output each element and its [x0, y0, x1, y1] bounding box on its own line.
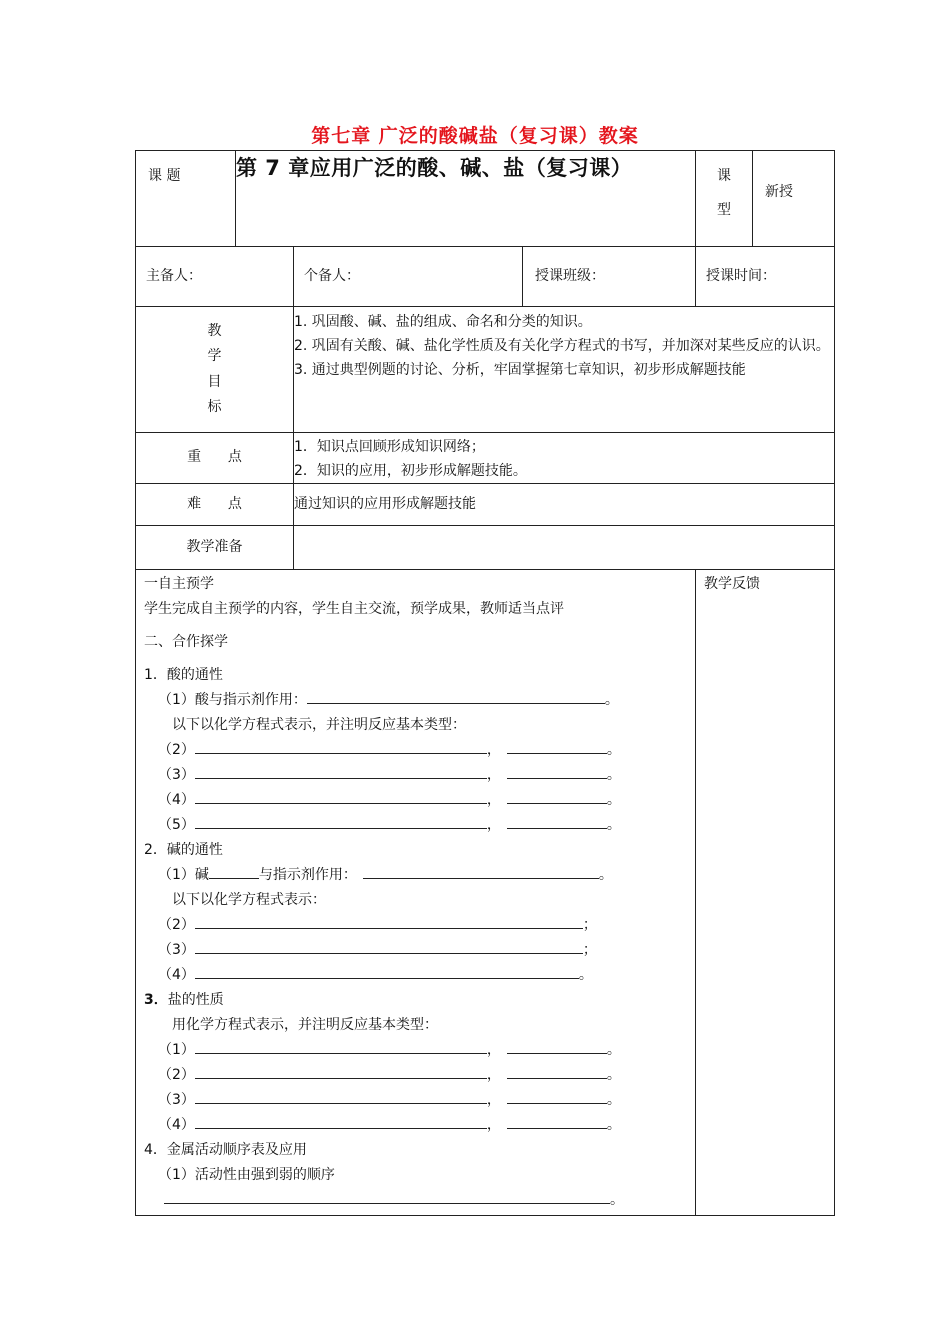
- item-num: （2）: [158, 742, 195, 758]
- goal-item: 2. 巩固有关酸、碱、盐化学性质及有关化学方程式的书写，并加深对某些反应的认识。: [294, 338, 830, 354]
- goals-label: [136, 307, 294, 433]
- goals-label-char: 学: [207, 348, 222, 365]
- punct: 。: [598, 867, 613, 883]
- staff-row: [136, 247, 835, 307]
- type-blank[interactable]: [507, 1063, 607, 1079]
- topic-value: 第 7 章应用广泛的酸、碱、盐（复习课）: [236, 151, 696, 247]
- key-points-label: 重 点: [136, 433, 294, 484]
- type-blank[interactable]: [507, 1088, 607, 1104]
- coop-title: 二、合作探学: [144, 634, 228, 650]
- self-study-title: 一自主预学: [144, 576, 214, 592]
- equation-blank[interactable]: [195, 913, 583, 929]
- salt-title: [144, 988, 687, 1013]
- equation-blank[interactable]: [195, 788, 487, 804]
- equation-blank[interactable]: [195, 1088, 487, 1104]
- punct: ，: [486, 1117, 501, 1133]
- punct: 。: [578, 967, 593, 983]
- punct: ，: [486, 817, 501, 833]
- acid-item: [144, 763, 687, 788]
- key-point-item: 2．知识的应用，初步形成解题技能。: [294, 463, 527, 479]
- base-item: [144, 938, 687, 963]
- base-instruction: 以下以化学方程式表示：: [172, 892, 326, 908]
- item-num: （4）: [158, 967, 195, 983]
- preparation-row: [136, 526, 835, 570]
- punct: 。: [606, 1117, 621, 1133]
- type-blank[interactable]: [507, 1038, 607, 1054]
- time-field: 授课时间：: [696, 247, 835, 307]
- difficulty-row: [136, 484, 835, 526]
- punct: 。: [606, 792, 621, 808]
- item-num: （4）: [158, 792, 195, 808]
- punct: ，: [486, 767, 501, 783]
- type-blank[interactable]: [507, 813, 607, 829]
- salt-title-text: 盐的性质: [167, 992, 224, 1008]
- punct: 。: [610, 1192, 624, 1208]
- type-label: [696, 151, 753, 247]
- punct: 。: [606, 1042, 621, 1058]
- type-value: 新授: [753, 151, 835, 247]
- key-points-row: [136, 433, 835, 484]
- topic-row: [136, 151, 835, 247]
- punct: 。: [606, 767, 621, 783]
- punct: 。: [606, 1092, 621, 1108]
- answer-blank[interactable]: [307, 688, 605, 704]
- item-num: （1）: [158, 1042, 195, 1058]
- acid-q1-label: （1）酸与指示剂作用：: [158, 692, 307, 708]
- punct: ；: [582, 942, 597, 958]
- salt-item: [144, 1038, 687, 1063]
- self-study-text: 学生完成自主预学的内容，学生自主交流，预学成果，教师适当点评: [144, 601, 564, 617]
- type-label-2: 型: [717, 201, 732, 218]
- acid-title: 1．酸的通性: [144, 667, 223, 683]
- document-title: 第七章 广泛的酸碱盐（复习课）教案: [311, 125, 639, 147]
- answer-blank[interactable]: [164, 1188, 610, 1204]
- salt-instruction: 用化学方程式表示，并注明反应基本类型：: [172, 1017, 438, 1033]
- item-num: （2）: [158, 1067, 195, 1083]
- type-blank[interactable]: [507, 1113, 607, 1129]
- body-content: [136, 570, 696, 1216]
- base-q1-label-2: 与指示剂作用：: [258, 867, 357, 883]
- goals-content: [294, 307, 835, 433]
- base-item: [144, 963, 687, 988]
- body-row: [136, 570, 835, 1216]
- goals-label-char: 目: [207, 373, 222, 390]
- goal-item: 3. 通过典型例题的讨论、分析，牢固掌握第七章知识，初步形成解题技能: [294, 362, 746, 378]
- preparation-label: 教学准备: [136, 526, 294, 570]
- base-title: 2．碱的通性: [144, 842, 223, 858]
- acid-item: [144, 813, 687, 838]
- acid-item: [144, 788, 687, 813]
- salt-title-num: 3．: [144, 992, 168, 1008]
- punct: ，: [486, 1067, 501, 1083]
- item-num: （3）: [158, 942, 195, 958]
- salt-item: [144, 1113, 687, 1138]
- equation-blank[interactable]: [195, 738, 487, 754]
- equation-blank[interactable]: [195, 938, 583, 954]
- equation-blank[interactable]: [195, 763, 487, 779]
- punct: ，: [486, 742, 501, 758]
- acid-q1: [144, 688, 687, 713]
- answer-blank[interactable]: [363, 863, 599, 879]
- punct: ，: [486, 1092, 501, 1108]
- metal-title: 4．金属活动顺序表及应用: [144, 1142, 307, 1158]
- key-point-item: 1．知识点回顾形成知识网络；: [294, 439, 485, 455]
- type-blank[interactable]: [507, 738, 607, 754]
- punct: 。: [606, 1067, 621, 1083]
- preparation-content: [294, 526, 835, 570]
- salt-item: [144, 1088, 687, 1113]
- equation-blank[interactable]: [195, 963, 579, 979]
- punct: 。: [604, 692, 619, 708]
- class-field: 授课班级：: [523, 247, 696, 307]
- base-q1: [144, 863, 687, 888]
- key-points-content: [294, 433, 835, 484]
- base-q1-label: （1）碱: [158, 867, 209, 883]
- feedback-label: 教学反馈: [704, 576, 761, 592]
- feedback-column: [696, 570, 835, 1216]
- item-num: （4）: [158, 1117, 195, 1133]
- topic-label: 课 题: [136, 151, 236, 247]
- punct: 。: [606, 742, 621, 758]
- metal-answer: [144, 1188, 687, 1213]
- punct: ；: [582, 917, 597, 933]
- equation-blank[interactable]: [195, 1113, 487, 1129]
- acid-item: [144, 738, 687, 763]
- metal-q1: （1）活动性由强到弱的顺序: [158, 1167, 335, 1183]
- goals-label-char: 标: [207, 398, 222, 415]
- salt-item: [144, 1063, 687, 1088]
- punct: ，: [486, 792, 501, 808]
- type-blank[interactable]: [507, 763, 607, 779]
- item-num: （5）: [158, 817, 195, 833]
- acid-instruction: 以下以化学方程式表示，并注明反应基本类型：: [172, 717, 466, 733]
- main-preparer: 主备人：: [136, 247, 294, 307]
- punct: ，: [486, 1042, 501, 1058]
- lesson-plan-table: [135, 150, 835, 1216]
- goal-item: 1. 巩固酸、碱、盐的组成、命名和分类的知识。: [294, 314, 592, 330]
- individual-preparer: 个备人：: [294, 247, 523, 307]
- type-blank[interactable]: [507, 788, 607, 804]
- item-num: （3）: [158, 1092, 195, 1108]
- goals-label-char: 教: [207, 323, 222, 340]
- item-num: （3）: [158, 767, 195, 783]
- equation-blank[interactable]: [195, 813, 487, 829]
- item-num: （2）: [158, 917, 195, 933]
- punct: 。: [606, 817, 621, 833]
- equation-blank[interactable]: [195, 1038, 487, 1054]
- equation-blank[interactable]: [195, 1063, 487, 1079]
- answer-blank[interactable]: [209, 863, 259, 879]
- difficulty-content: 通过知识的应用形成解题技能: [294, 484, 835, 526]
- base-item: [144, 913, 687, 938]
- type-label-1: 课: [717, 168, 732, 184]
- goals-row: [136, 307, 835, 433]
- difficulty-label: 难 点: [136, 484, 294, 526]
